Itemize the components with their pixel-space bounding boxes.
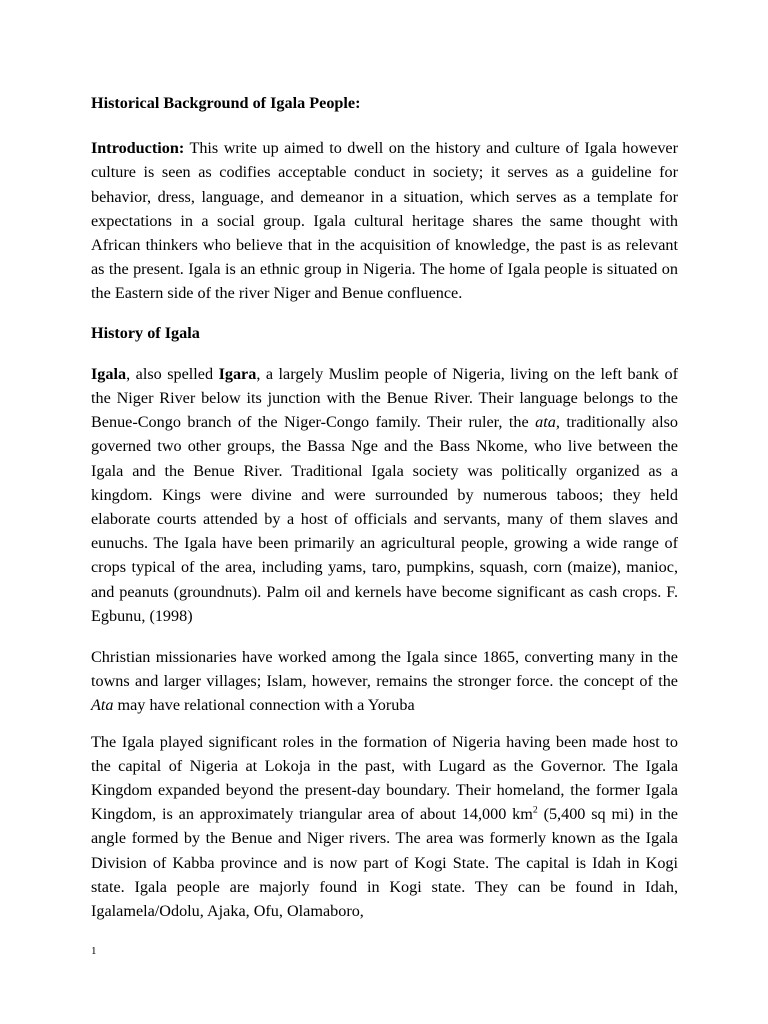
history-paragraph	[91, 362, 678, 628]
role-paragraph	[91, 730, 678, 924]
history-term-igara: Igara	[218, 364, 257, 383]
history-term-ata: ata,	[535, 413, 560, 432]
history-text-1: , also spelled	[126, 364, 219, 383]
missionaries-text-1: Christian missionaries have worked among the Igala since 1865, converting many in the towns and larger villages; Islam, however, remains the stronger force. the concept of the	[91, 648, 678, 691]
history-text-3: traditionally also governed two other groups, the Bassa Nge and the Bass Nkome, who live between the Igala and the Benue River. Traditional Igala society was politically organized as a kingdom. Kings were divine and were surrounded by numerous taboos; they held elaborate courts attended by a host of officials and servants, many of them slaves and eunuchs. The Igala have been primarily an agricultural people, growing a wide range of crops typical of the area, including yams, taro, pumpkins, squash, corn (maize), manioc, and peanuts (groundnuts). Palm oil and kernels have become significant as cash crops. F. Egbunu, (1998)	[91, 413, 678, 625]
document-title: Historical Background of Igala People:	[91, 94, 361, 112]
introduction-label: Introduction:	[91, 139, 185, 158]
role-text-1: The Igala played significant roles in the formation of Nigeria having been made host to the capital of Nigeria at Lokoja in the past, with Lugard as the Governor. The Igala Kingdom expanded beyond the present-day boundary. Their homeland, the former Igala Kingdom, is an approximately triangular area of about 14,000 km	[91, 732, 678, 824]
missionaries-paragraph	[91, 645, 678, 718]
superscript-two: 2	[532, 804, 538, 816]
missionaries-term-ata: Ata	[91, 696, 114, 715]
history-term-igala: Igala	[91, 364, 127, 383]
role-text-2: (5,400 sq mi) in the angle formed by the Benue and Niger rivers. The area was formerly known as the Igala Division of Kabba province and is now part of Kogi State. The capital is Idah in Kogi state. Igala people are majorly found in Kogi state. They can be found in Idah, Igalamela/Odolu, Ajaka, Ofu, Olamaboro,	[91, 805, 678, 921]
introduction-paragraph	[91, 136, 678, 305]
history-text-2: , a largely Muslim people of Nigeria, living on the left bank of the Niger River below its junction with the Benue River. Their language belongs to the Benue-Congo branch of the Niger-Congo family. Their ruler, the	[91, 364, 678, 432]
missionaries-text-2: may have relational connection with a Yoruba	[113, 696, 415, 715]
history-heading: History of Igala	[91, 323, 200, 342]
document-body	[91, 91, 678, 923]
introduction-text: This write up aimed to dwell on the history and culture of Igala however culture is seen as codifies acceptable conduct in society; it serves as a guideline for behavior, dress, language, and demeanor in a situation, which serves as a template for expectations in a social group. Igala cultural heritage shares the same thought with African thinkers who believe that in the acquisition of knowledge, the past is as relevant as the present. Igala is an ethnic group in Nigeria. The home of Igala people is situated on the Eastern side of the river Niger and Benue confluence.	[91, 139, 678, 303]
page-number: 1	[91, 945, 97, 957]
